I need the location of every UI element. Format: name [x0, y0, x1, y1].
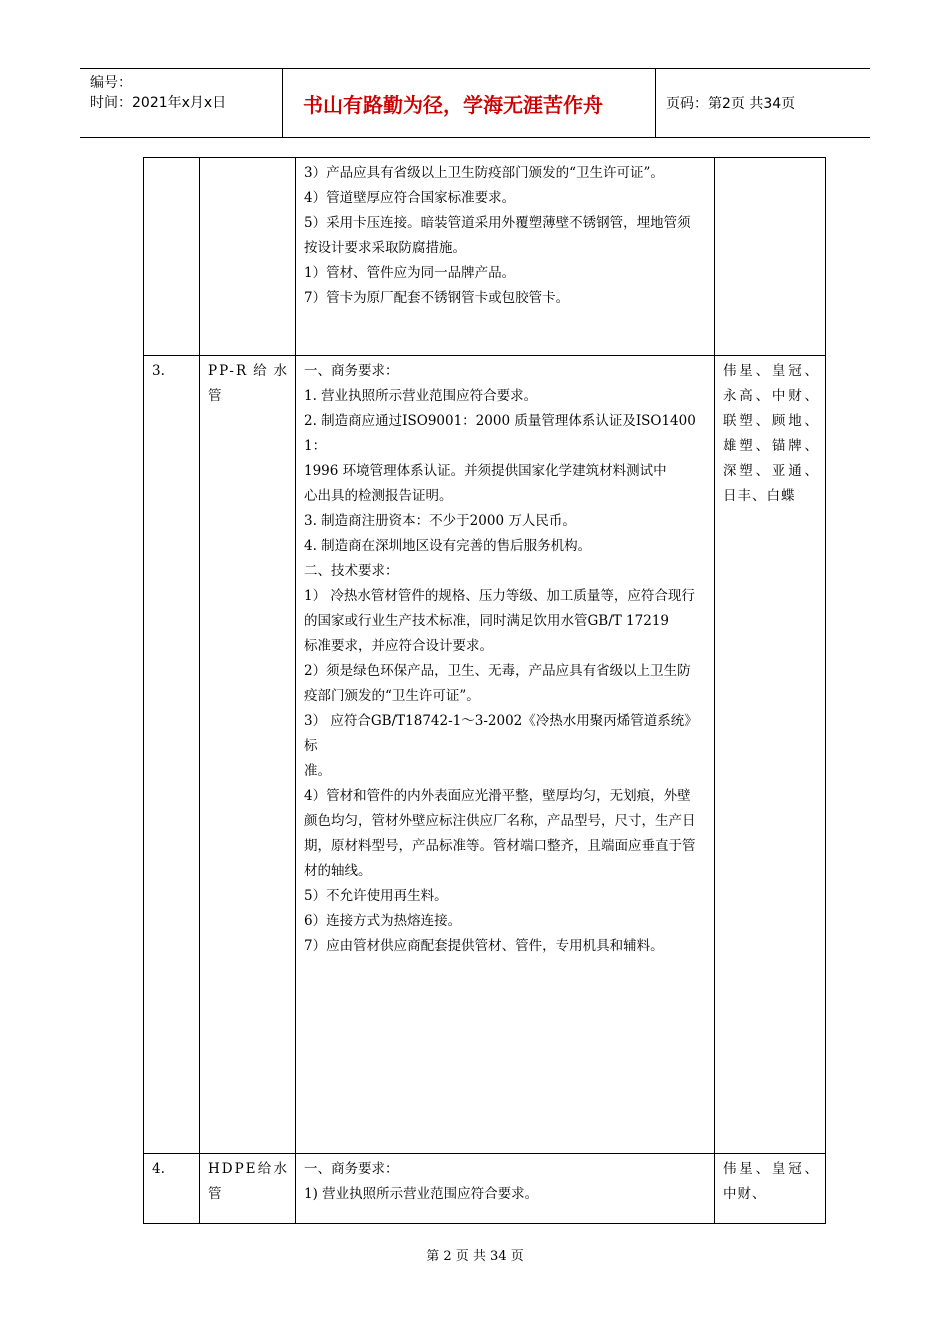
requirement-line: 7）管卡为原厂配套不锈钢管卡或包胶管卡。 — [304, 290, 570, 306]
requirement-line: 一、商务要求： — [304, 363, 399, 379]
requirement-line: 1）管材、管件应为同一品牌产品。 — [304, 265, 516, 281]
table-row — [144, 1154, 826, 1224]
requirement-line: 3）产品应具有省级以上卫生防疫部门颁发的“卫生许可证”。 — [304, 165, 664, 181]
requirement-line: 7）应由管材供应商配套提供管材、管件，专用机具和辅料。 — [304, 938, 664, 954]
document-number-label: 编号： — [90, 75, 132, 91]
requirement-line: 二、技术要求： — [304, 563, 399, 579]
requirement-line: 疫部门颁发的“卫生许可证”。 — [304, 688, 480, 704]
requirement-line: 心出具的检测报告证明。 — [304, 488, 453, 504]
table-row — [144, 158, 826, 356]
row-index: 3. — [144, 356, 200, 1154]
requirement-line: 准。 — [304, 763, 331, 779]
requirement-line: 2）须是绿色环保产品，卫生、无毒，产品应具有省级以上卫生防 — [304, 663, 691, 679]
requirement-line: 3. 制造商注册资本：不少于2000 万人民币。 — [304, 513, 576, 529]
row-product-name: HDPE给水管 — [200, 1154, 296, 1224]
requirement-line: 5）不允许使用再生料。 — [304, 888, 448, 904]
requirement-line: 的国家或行业生产技术标准，同时满足饮用水管GB/T 17219 — [304, 613, 669, 629]
document-date: 时间：2021年x月x日 — [90, 95, 227, 111]
row-requirements — [296, 356, 715, 1154]
row-brands — [715, 158, 826, 356]
requirement-line: 6）连接方式为热熔连接。 — [304, 913, 462, 929]
requirement-line: 标准要求，并应符合设计要求。 — [304, 638, 493, 654]
row-brands: 伟星、皇冠、中财、 — [715, 1154, 826, 1224]
row-index — [144, 158, 200, 356]
header-page-info: 页码：第2页 共34页 — [666, 96, 796, 112]
page-footer: 第 2 页 共 34 页 — [426, 1249, 524, 1264]
requirement-line: 期，原材料型号，产品标准等。管材端口整齐，且端面应垂直于管 — [304, 838, 696, 854]
requirement-line: 1996 环境管理体系认证。并须提供国家化学建筑材料测试中 — [304, 463, 667, 479]
requirement-line: 5）采用卡压连接。暗装管道采用外覆塑薄壁不锈钢管，埋地管须 — [304, 215, 691, 231]
requirement-line: 一、商务要求： — [304, 1161, 399, 1177]
header-motto: 书山有路勤为径，学海无涯苦作舟 — [283, 69, 656, 137]
table-row — [144, 356, 826, 1154]
requirement-line: 4）管材和管件的内外表面应光滑平整，壁厚均匀，无划痕，外壁 — [304, 788, 691, 804]
row-index: 4. — [144, 1154, 200, 1224]
row-requirements — [296, 1154, 715, 1224]
requirement-line: 1) 营业执照所示营业范围应符合要求。 — [304, 1186, 539, 1202]
requirement-line: 1） 冷热水管材管件的规格、压力等级、加工质量等，应符合现行 — [304, 588, 695, 604]
requirement-line: 颜色均匀，管材外壁应标注供应厂名称，产品型号，尺寸，生产日 — [304, 813, 696, 829]
row-requirements — [296, 158, 715, 356]
row-brands: 伟星、皇冠、永高、中财、联塑、顾地、雄塑、锚牌、深塑、亚通、日丰、白蝶 — [715, 356, 826, 1154]
requirement-line: 4）管道壁厚应符合国家标准要求。 — [304, 190, 516, 206]
spec-table — [143, 157, 826, 1224]
row-product-name — [200, 158, 296, 356]
header-meta — [80, 69, 283, 137]
requirement-line: 3） 应符合GB/T18742-1～3-2002《冷热水用聚丙烯管道系统》标 — [304, 713, 698, 754]
row-product-name: PP-R给水管 — [200, 356, 296, 1154]
page-header — [80, 68, 870, 138]
requirement-line: 材的轴线。 — [304, 863, 372, 879]
requirement-line: 按设计要求采取防腐措施。 — [304, 240, 466, 256]
requirement-line: 4. 制造商在深圳地区设有完善的售后服务机构。 — [304, 538, 592, 554]
requirement-line: 1. 营业执照所示营业范围应符合要求。 — [304, 388, 538, 404]
requirement-line: 2. 制造商应通过ISO9001：2000 质量管理体系认证及ISO14001： — [304, 413, 696, 454]
